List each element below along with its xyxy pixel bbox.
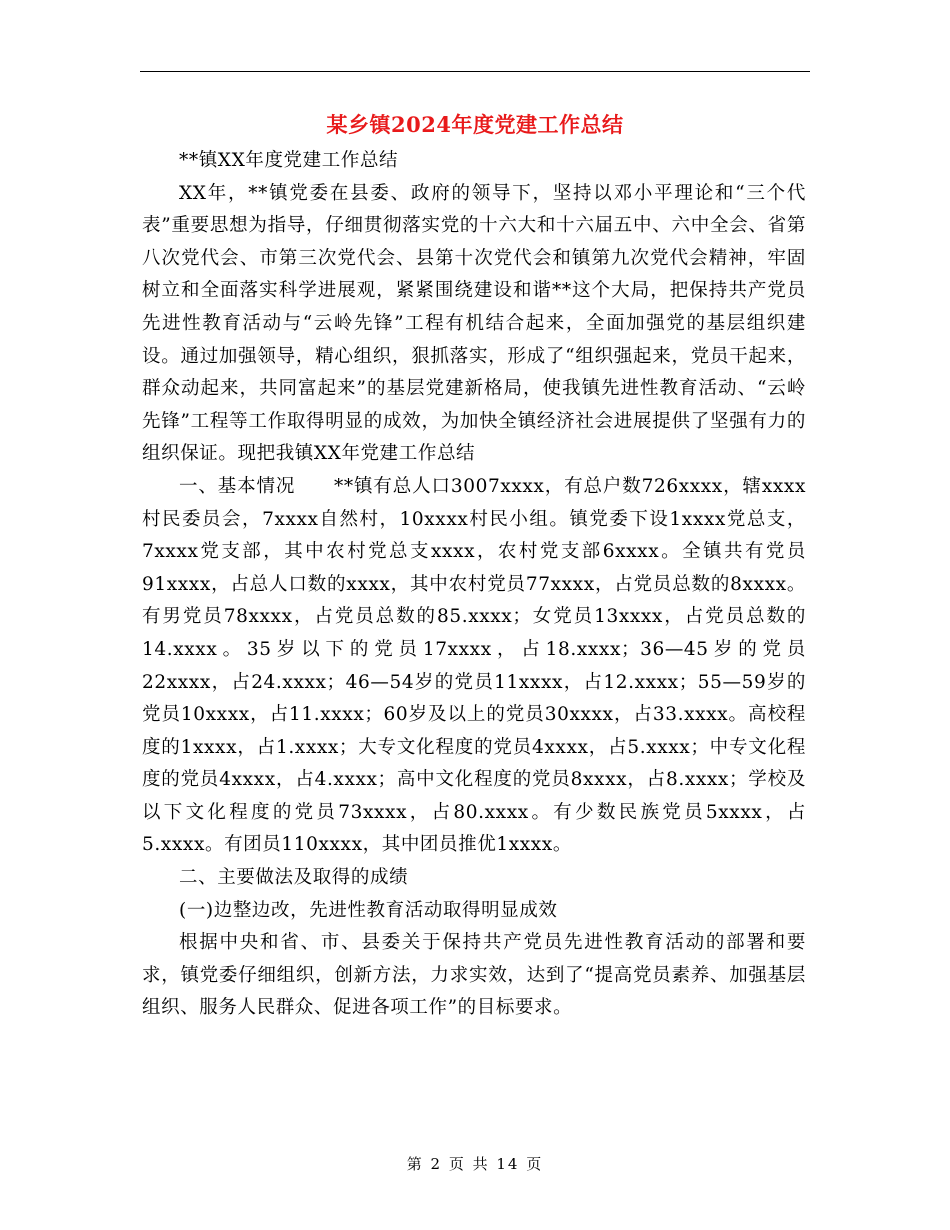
document-title: 某乡镇2024年度党建工作总结 — [326, 112, 624, 137]
body-paragraph: **镇XX年度党建工作总结 — [179, 150, 399, 171]
section-heading: 二、主要做法及取得的成绩 — [179, 867, 409, 889]
body-paragraph: 一、基本情况 **镇有总人口3007xxxx，有总户数726xxxx，辖xxxx村民委员会，7xxxx自然村，10xxxx村民小组。镇党委下设1xxxx党总支，7xxxx党支部，其中农村党总支xxxx，农村党支部6xxxx。全镇共有党员91xxxx，占总人口数的xxxx，其中农村党员77xxxx，占党员总数的8xxxx。有男党员78xxxx，占党员总数的85.xxxx；女党员13xxxx，占党员总数的14.xxxx。35岁以下的党员17xxxx，占18.xxxx；36—45岁的党员22xxxx，占24.xxxx；46—54岁的党员11xxxx，占12.xxxx；55—59岁的党员10xxxx，占11.xxxx；60岁及以上的党员30xxxx，占33.xxxx。高校程度的1xxxx，占1.xxxx；大专文化程度的党员4xxxx，占5.xxxx；中专文化程度的党员4xxxx，占4.xxxx；高中文化程度的党员8xxxx，占8.xxxx；学校及以下文化程度的党员73xxxx，占80.xxxx。有少数民族党员5xxxx，占5.xxxx。有团员110xxxx，其中团员推优1xxxx。 — [142, 475, 806, 856]
document-body — [142, 145, 806, 1025]
subsection-heading: (一)边整边改，先进性教育活动取得明显成效 — [179, 899, 558, 921]
body-paragraph: XX年，**镇党委在县委、政府的领导下，坚持以邓小平理论和“三个代表”重要思想为指导，仔细贯彻落实党的十六大和十六届五中、六中全会、省第八次党代会、市第三次党代会、县第十次党代会和镇第九次党代会精神，牢固树立和全面落实科学进展观，紧紧围绕建设和谐**这个大局，把保持共产党员先进性教育活动与“云岭先锋”工程有机结合起来，全面加强党的基层组织建设。通过加强领导，精心组织，狠抓落实，形成了“组织强起来，党员干起来，群众动起来，共同富起来”的基层党建新格局，使我镇先进性教育活动、“云岭先锋”工程等工作取得明显的成效，为加快全镇经济社会进展提供了坚强有力的组织保证。现把我镇XX年党建工作总结 — [142, 182, 806, 465]
page-number: 第 2 页 共 14 页 — [406, 1155, 544, 1173]
body-paragraph: 根据中央和省、市、县委关于保持共产党员先进性教育活动的部署和要求，镇党委仔细组织，创新方法，力求实效，达到了“提高党员素养、加强基层组织、服务人民群众、促进各项工作”的目标要求。 — [142, 932, 806, 1019]
header-rule — [140, 71, 810, 72]
